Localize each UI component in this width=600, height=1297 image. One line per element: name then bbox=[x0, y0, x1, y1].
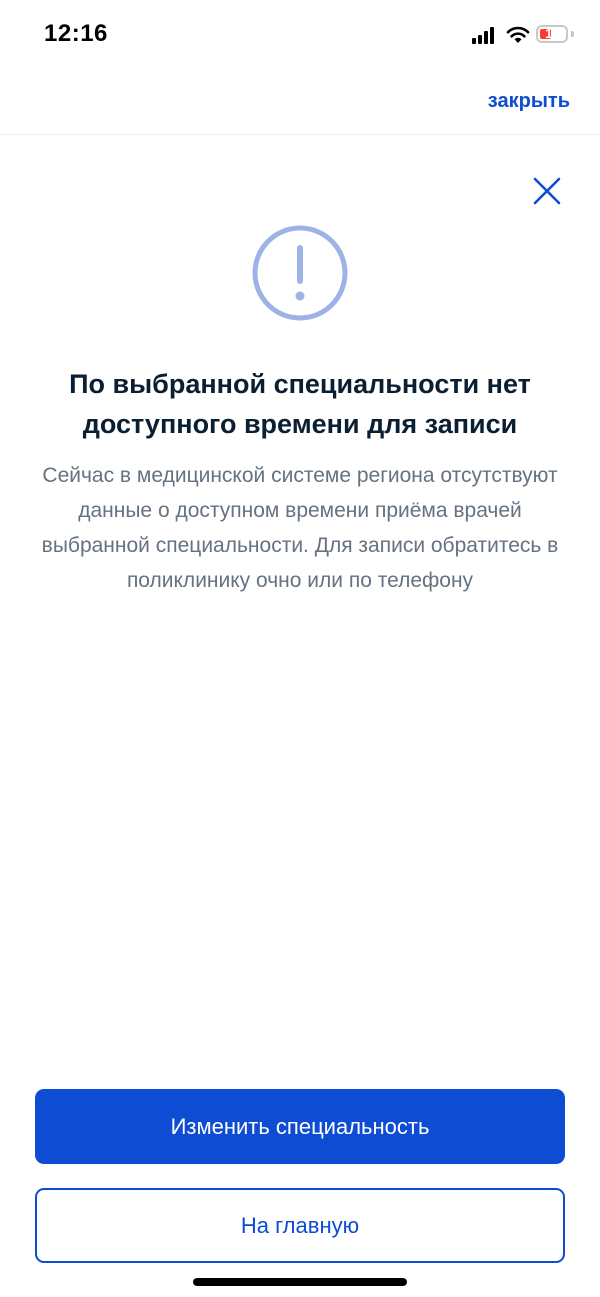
wifi-icon bbox=[506, 24, 530, 44]
warning-icon bbox=[250, 223, 350, 323]
close-link[interactable]: закрыть bbox=[487, 90, 570, 112]
dialog-title: По выбранной специальности нет доступного времени для записи bbox=[69, 369, 531, 439]
battery-icon bbox=[536, 25, 568, 43]
signal-icon bbox=[472, 26, 498, 44]
dialog-description: Сейчас в медицинской системе региона отсутствуют данные о доступном времени приёма врачей выбранной специальности. Для записи обратитесь в поликлинику очно или по телефону bbox=[41, 464, 559, 592]
status-time: 12:16 bbox=[44, 20, 108, 47]
battery-level: 11 bbox=[545, 26, 559, 41]
change-specialty-button[interactable]: Изменить специальность bbox=[35, 1089, 565, 1164]
status-bar bbox=[0, 0, 600, 72]
home-button[interactable]: На главную bbox=[35, 1188, 565, 1263]
battery-cap bbox=[571, 31, 574, 37]
top-nav bbox=[0, 72, 600, 135]
close-icon[interactable] bbox=[530, 174, 564, 208]
home-indicator bbox=[193, 1278, 407, 1286]
